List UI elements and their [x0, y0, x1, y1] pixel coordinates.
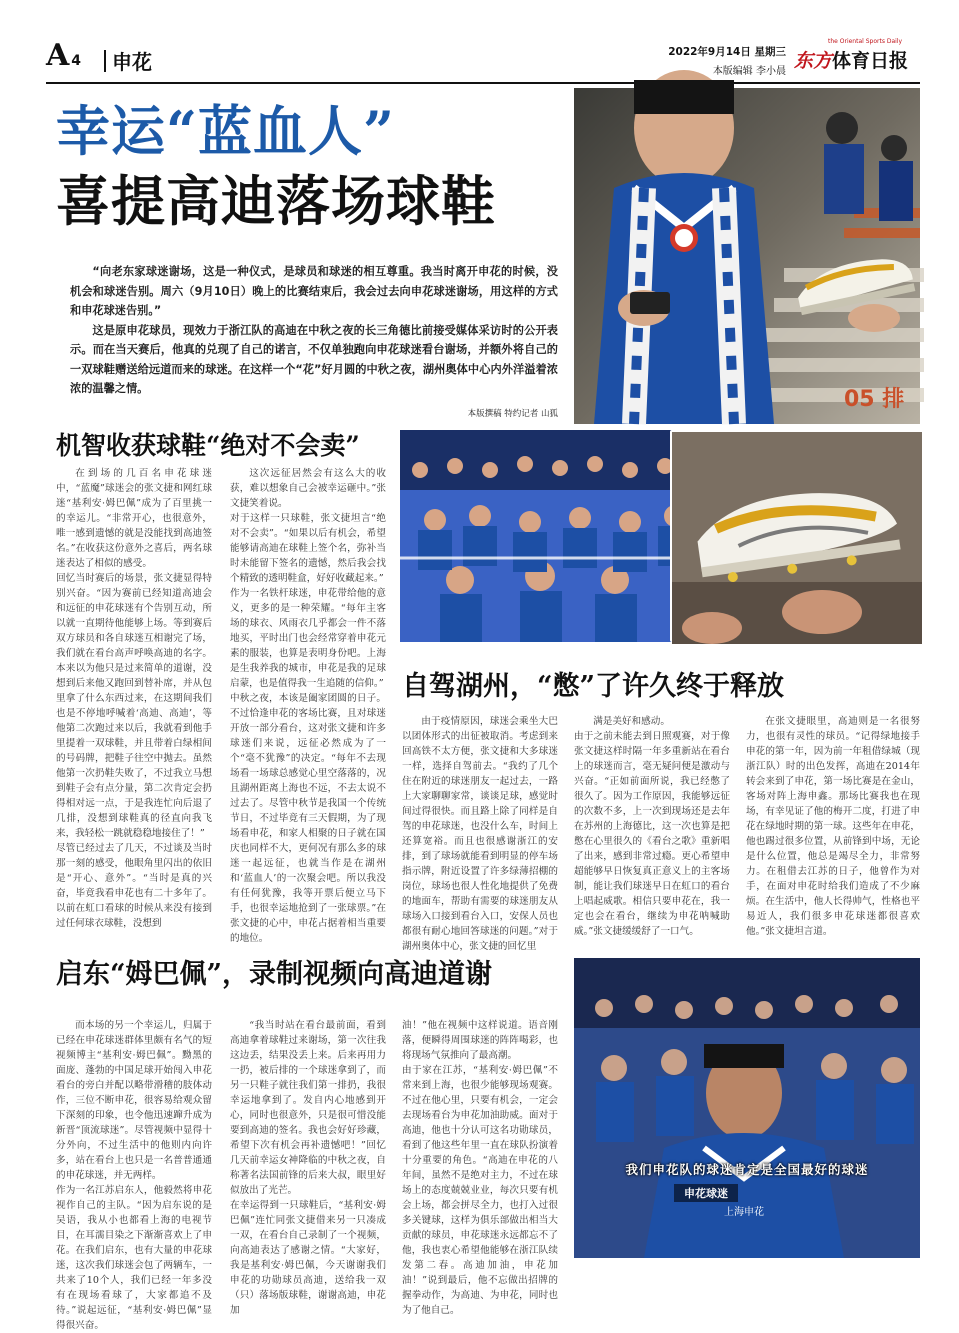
lead-section [70, 262, 558, 419]
page-number-digit: 4 [71, 53, 82, 69]
video-name-tag [674, 1184, 738, 1202]
headline-line-2: 喜提高迪落场球鞋 [56, 169, 496, 233]
seat-row-marking: 05 排 [844, 387, 905, 412]
photo-boot-closeup [670, 430, 920, 642]
lead-paragraph-1: “向老东家球迷谢场，这是一种仪式，是球员和球迷的相互尊重。我当时离开申花的时候，没机会和球迷告别。周六（9月10日）晚上的比赛结束后，我会过去向申花球迷谢场，用这样的方式和申花球迷告别。” [70, 265, 558, 317]
section3-column-2: “我当时站在看台最前面，看到高迪拿着球鞋过来谢场，第一次往我这边丢，结果没丢上来。后来再用力一扔，被后排的一个球迷拿到了，而另一只鞋子就往我们第一排扔，我很幸运地拿到了。发自内心地感到开心，同时也很意外，只是很可惜没能要到高迪的签名。我也会好好珍藏，希望下次有机会再补遗憾吧！”回忆几天前幸运女神降临的中秋之夜，自称著名法国前锋的后来大叔，眼里好似放出了光芒。 在幸运得到一只球鞋后，“基利安·姆巴佩”连忙同张文捷借来另一只凑成一双，在看台自己录制了一个视频，向高迪表达了感谢之情。“大家好，我是基利安·姆巴佩，今天谢谢我们申花的功勋球员高迪，送给我一双（只）落场版球鞋，谢谢高迪，申花加 [230, 1020, 386, 1316]
main-headline [56, 96, 616, 236]
shirt-sponsor-text: 上海申花 [724, 1207, 764, 1218]
section3-column-3: 油！”他在视频中这样说道。语音刚落，便瞬得周围球迷的阵阵喝彩，也将现场气氛推向了最高潮。 由于家在江苏，“基利安·姆巴佩”不常来到上海，也很少能够现场观赛。不过在他心里，只要有机会，一定会去现场看台为申花加油助威。面对于高迪，他也十分认可这名功勋球员，看到了他这些年里一直在球队扮演着十分重要的角色。“高迪在申花的八年间，虽然不是绝对主力，不过在球场上的态度兢兢业业，每次只要有机会上场，都会拼尽全力，也打入过很多关键球，这样为俱乐部做出相当大贡献的球员，申花球迷永远都忘不了他，我也衷心希望他能够在浙江队续发第二春。高迪加油，申花加油！”说到最后，他不忘做出招牌的握拳动作，为高迪、为申花，同时也为了他自己。 [402, 1020, 558, 1316]
paper-logo [794, 36, 920, 76]
logo-english: the Oriental Sports Daily [828, 38, 903, 45]
headline-line-1: 幸运“蓝血人” [56, 99, 396, 163]
photo-boot-closeup-image [672, 432, 922, 644]
photo-video-still-image [574, 958, 920, 1258]
photo-fans-stand [400, 430, 690, 642]
section2-column-1: 由于疫情原因，球迷会乘坐大巴以团体形式的出征被取消。考虑到来回高铁不太方便，张文捷和大多球迷一样，选择自驾前去。“我约了几个住在附近的球迷朋友一起过去，一路上大家聊聊家常，谈谈足球，感觉时间过得很快。而且路上除了同样是自驾的申花球迷，也没什么车，时间上还算宽裕。而且也很感谢浙江的安排，到了球场就能看到明显的停车场指示牌，附近设置了许多绿薄招棚的岗位，球场也很人性化地提供了免费的地面车，帮助有需要的球迷朋友从球场入口接到看台入口，安保人员也都很有耐心地回答球迷的问题。”对于湖州奥体中心，张文捷的回忆里 [402, 716, 558, 952]
video-subtitle: 我们申花队的球迷肯定是全国最好的球迷 [625, 1162, 869, 1177]
photo-video-still [574, 958, 920, 1258]
logo-wordmark [794, 46, 908, 73]
logo-brand: 东方 [794, 50, 833, 72]
photo-fans-stand-image [400, 430, 690, 642]
video-name-tag-text: 申花球迷 [684, 1187, 728, 1200]
lead-paragraph-2: 这是原申花球员，现效力于浙江队的高迪在中秋之夜的长三角德比前接受媒体采访时的公开表示。而在当天赛后，他真的兑现了自己的诺言，不仅单独跑向申花球迷看台谢场，并额外将自己的一双球鞋赠送给远道而来的球迷。在这样一个“花”好月圆的中秋之夜，湖州奥体中心内外洋溢着浓浓的温馨之情。 [70, 323, 558, 395]
photo-fan-with-phone [574, 88, 920, 424]
section-name: 申花 [112, 50, 152, 74]
section2-column-3: 在张文捷眼里，高迪则是一名很努力，也很有灵性的球员。“记得绿地接手申花的第一年，因为前一年租借绿城（现浙江队）时的出色发挥，高迪在2014年转会来到了申花，第一场比赛是在金山，客场对阵上海申鑫。那场比赛我也在现场，有幸见证了他的梅开二度，打进了申花在绿地时期的第一球。这些年在申花，他也踢过很多位置，从前锋到中场，无论是什么位置，他总是竭尽全力，非常努力。在租借去江苏的日子，他曾作为对手，在面对申花时给我们造成了不少麻烦。在生活中，他人长得帅气，性格也平易近人，我们很多申花球迷都很喜欢他。”张文捷坦言道。 [746, 716, 920, 937]
lead-byline: 本版撰稿 特约记者 山狐 [467, 408, 558, 419]
section1-column-2: 这次远征居然会有这么大的收获，难以想象自己会被幸运砸中。”张文捷笑着说。 对于这样一只球鞋，张文捷坦言“绝对不会卖”。“如果以后有机会，希望能够请高迪在球鞋上签个名，弥补当时未能留下签名的遗憾，然后我会找个精致的透明鞋盒，好好收藏起来。” 作为一名铁杆球迷，申花带给他的意义，更多的是一种荣耀。“每年主客场的球衣、风雨衣几乎都会一件不落地买，平时出门也会经常穿着申花元素的服装，也算是表明身份吧。上海是生我养我的城市，申花是我的足球启蒙，也是值得我一生追随的信仰。” 中秋之夜，本该是阖家团圆的日子。不过恰逢申花的客场比赛，且对球迷开放一部分看台，这对张文捷和许多球迷们来说，远征必然成为了一个“毫不犹豫”的决定。“每年不去现场看一场球总感觉心里空落落的，况且湖州距离上海也不远，不去太说不过去了。尽管中秋节是我国一个传统节日，不过毕竟有三天假期，为了现场看申花，和家人相聚的日子就在国庆也同样不大，更何况有那么多的球迷一起远征，也就当作是在湖州和‘蓝血人’的一次聚会吧。所以我没有任何犹豫，我等开票后便立马下手，也很幸运地抢到了一张球票。”在张文捷的心中，申花占据着相当重要的地位。 [230, 468, 386, 944]
header-divider [104, 50, 106, 72]
page-number [46, 38, 81, 74]
photo-fan-with-phone-image [574, 88, 920, 424]
section3-title: 启东“姆巴佩”，录制视频向高迪道谢 [56, 959, 493, 990]
section1-title: 机智收获球鞋“绝对不会卖” [56, 431, 360, 460]
header-rule [46, 82, 920, 84]
date-line: 2022年9月14日 星期三 [668, 46, 786, 58]
section2-title: 自驾湖州，“憋”了许久终于释放 [402, 671, 785, 702]
logo-paper-name: 体育日报 [832, 50, 909, 72]
editor-line: 本版编辑 李小晨 [712, 66, 786, 77]
section3-column-1: 而本场的另一个幸运儿，归属于已经在申花球迷群体里颇有名气的短视频博主“基利安·姆巴佩”。黝黑的面庞、蓬勃的中国足球开始闯入申花看台的旁白并配以略带滑稽的肢体动作，三位不断申花，很容易给观众留下深刻的印象，也令他迅速蹿升成为新晋“顶流球迷”。尽管视频中显得十分外向，不过生活中的他则内向许多，站在看台上也只是一名普普通通的申花球迷，并无两样。 作为一名江苏启东人，他毅然将申花视作自己的主队。“因为启东说的是吴语，我从小也都看上海的电视节目，在耳濡目染之下渐渐喜欢上了申花。在我们启东，也有大量的申花球迷，这次我们球迷会包了两辆车，一共来了10个人，我们已经一年多没有在现场看球了，大家都追不及待。”说起远征，“基利安·姆巴佩”显得很兴奋。 [56, 1020, 212, 1331]
section1-column-1: 在到场的几百名申花球迷中，“蓝魔”球迷会的张文捷和网红球迷“基利安·姆巴佩”成为了百里挑一的幸运儿。“非常开心，也很意外，唯一感到遗憾的就是没能找到高迪签名。”在收获这份意外之喜后，两名球迷表达了相似的感受。 回忆当时赛后的场景，张文捷显得特别兴奋。“因为赛前已经知道高迪会和远征的申花球迷有个告别互动，所以就一直期待他能够上场。等到赛后双方球员和各自球迷互相谢完了场，我们就在看台高声呼唤高迪的名字。本来以为他只是过来简单的道谢，没想到后来他又跑回到替补席，并从包里拿了什么东西过来，在这期间我们也是不停地呼喊着‘高迪、高迪’，等他第二次跑过来以后，我就看到他手里提着一双球鞋，并且带着白绿相间的号码牌，把鞋子往空中抛去。虽然他第一次扔鞋失败了，不过我立马想到鞋子会有点分量，第二次肯定会扔得相对远一点，于是我连忙向后退了几排，没想到球鞋真的径直向我飞来，我轻松一跳就稳稳地接住了！” 尽管已经过去了几天，不过谈及当时那一刻的感受，他眼角里闪出的依旧是“开心、意外”。“当时是真的兴奋，毕竟我看申花也有二十多年了。以前在虹口看球的时候从来没有接到过任何球衣球鞋，没想到 [56, 468, 212, 929]
page-number-letter: A [46, 38, 70, 73]
masthead [46, 30, 920, 82]
section2-column-2: 满是美好和感动。 由于之前未能去到日照观赛，对于像张文捷这样时隔一年多重新站在看台上的球迷而言，毫无疑问便是激动与兴奋。“正如前面所说，我已经憋了很久了。因为工作原因，我能够远征的次数不多，上一次到现场还是去年在苏州的上海德比，这一次也算是把憋在心里很久的《看台之歌》重新唱了出来，感到非常过瘾。更心希望申超能够早日恢复真正意义上的主客场制，能让我们球迷早日在虹口的看台上唱起威歌。相信只要申花在，我一定也会在看台，继续为申花呐喊助威。”张文捷缓缓舒了一口气。 [574, 716, 730, 937]
